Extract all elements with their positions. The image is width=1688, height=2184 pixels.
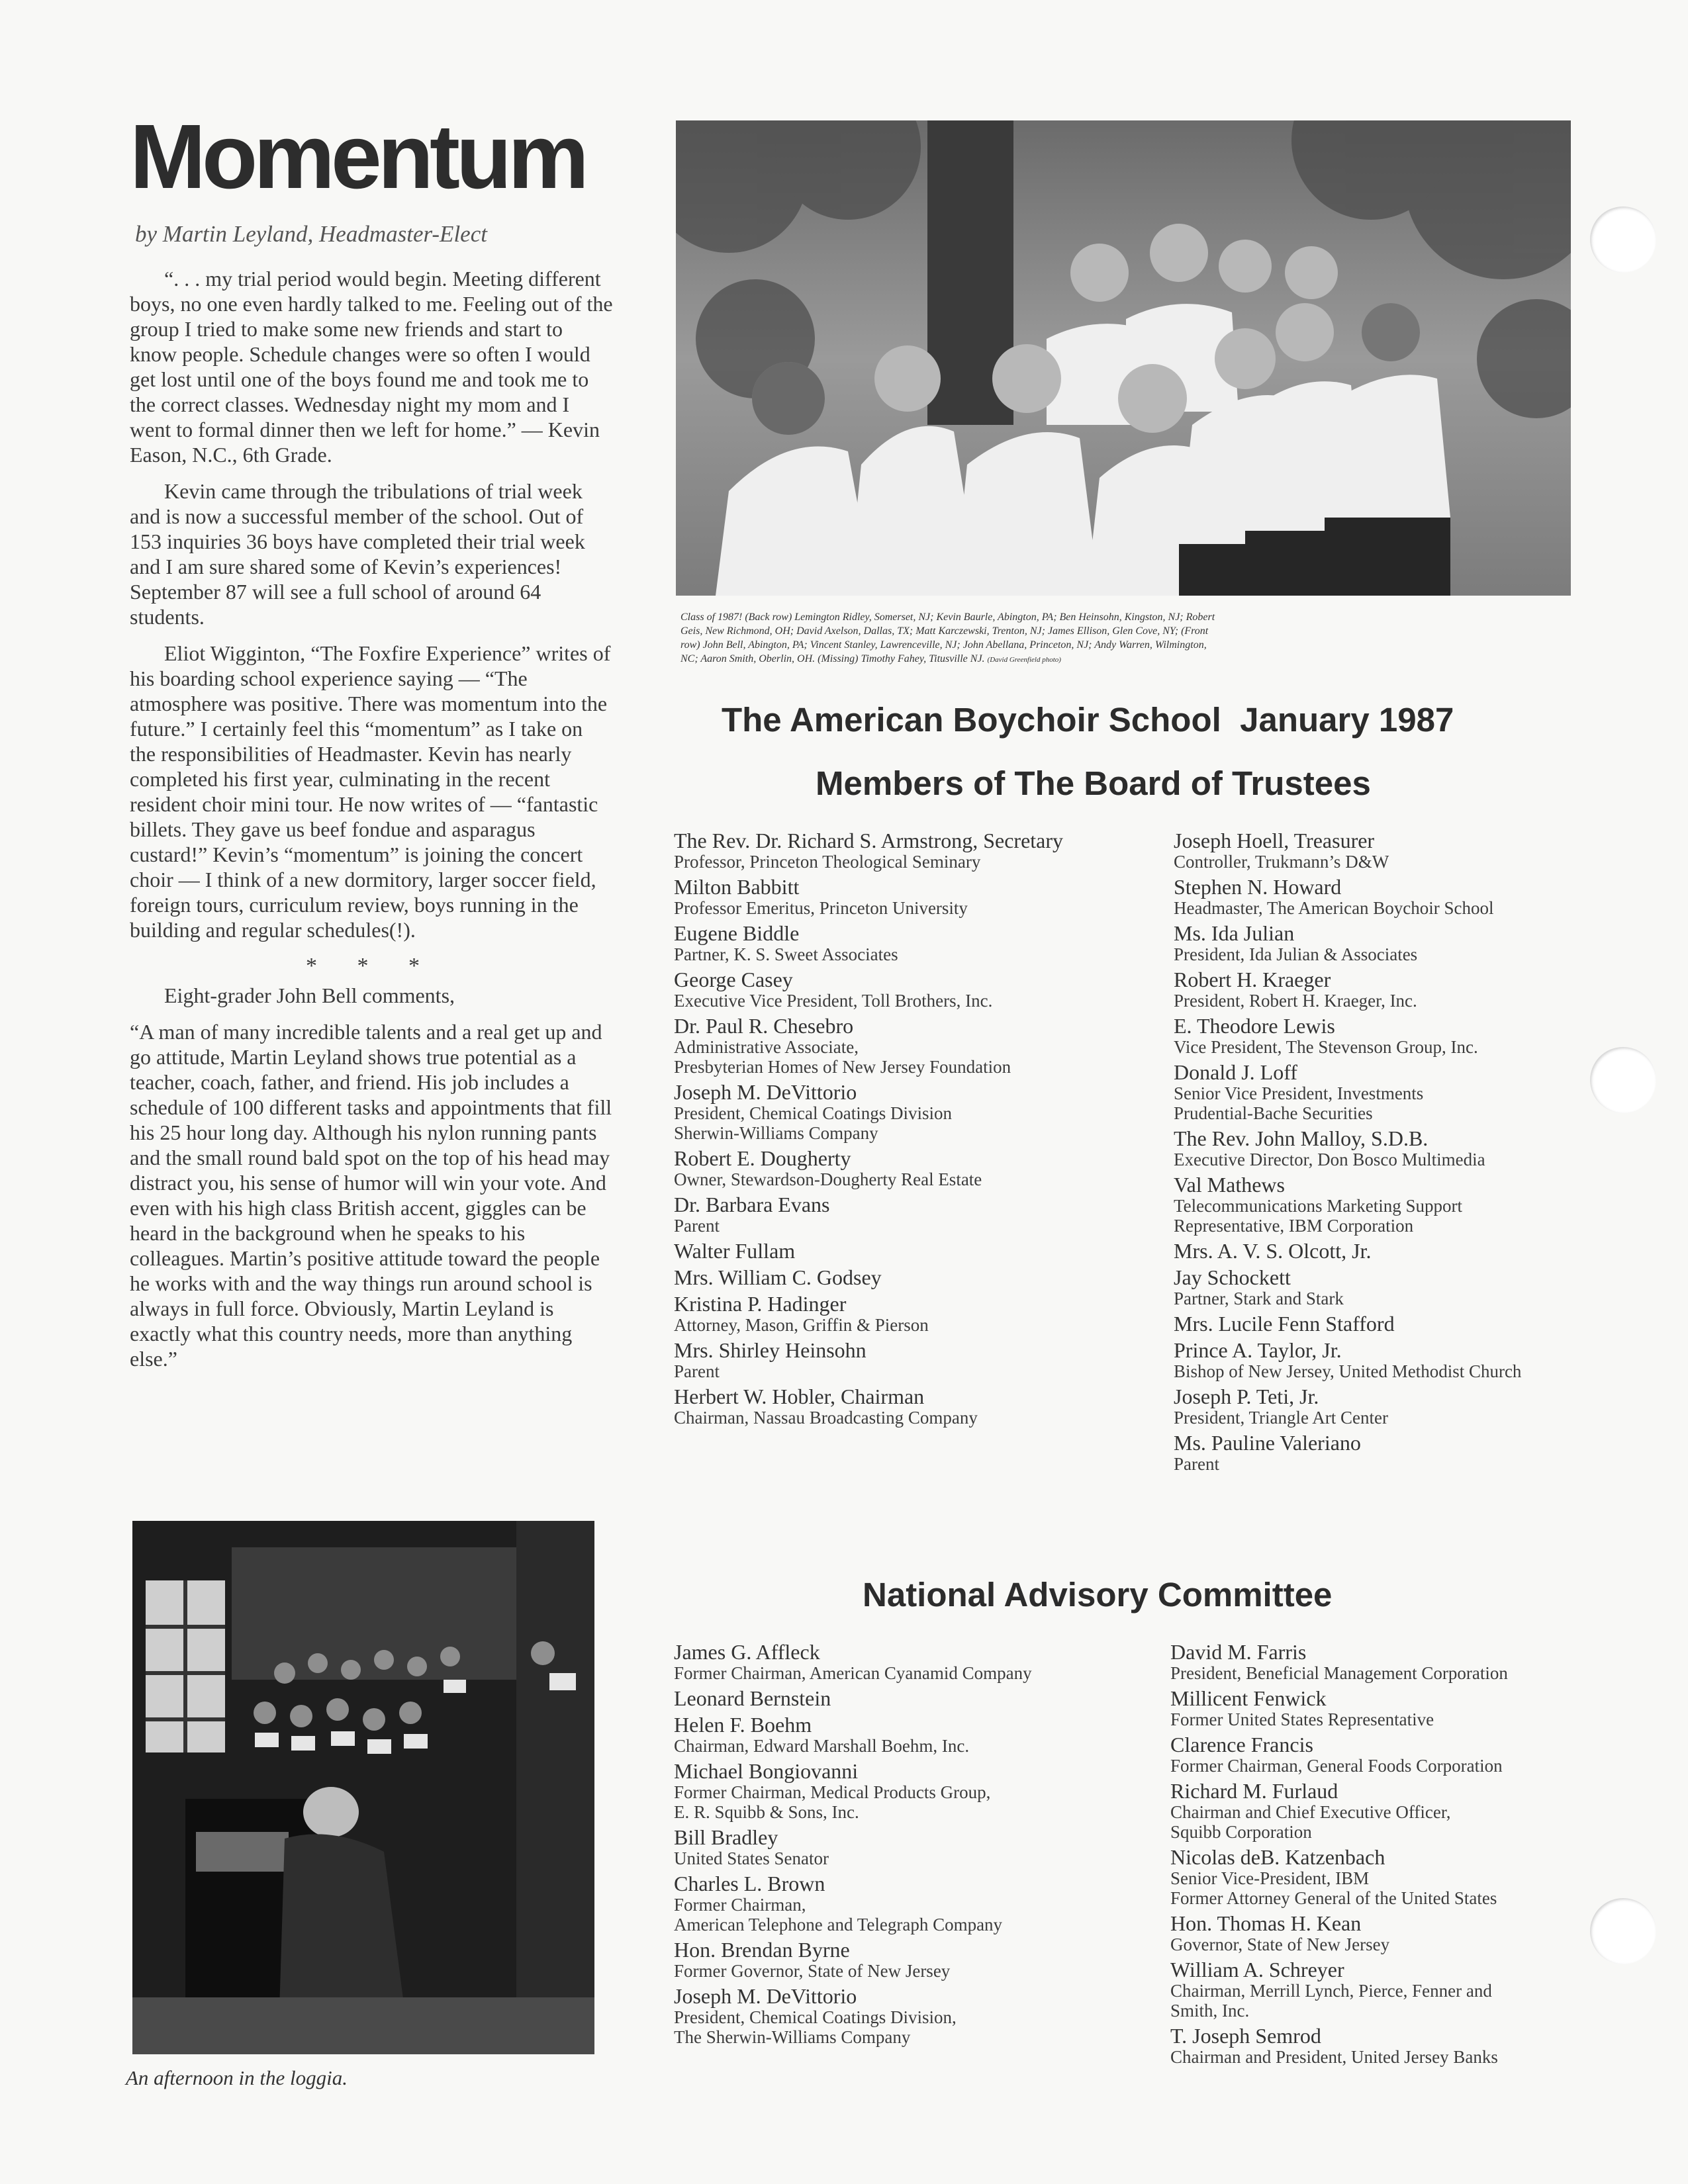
member-name: Joseph Hoell, Treasurer bbox=[1174, 829, 1375, 852]
loggia-photo-image bbox=[132, 1521, 594, 2054]
roster-entry bbox=[1174, 923, 1677, 964]
member-name: Dr. Barbara Evans bbox=[674, 1193, 830, 1216]
loggia-photo bbox=[132, 1521, 594, 2054]
article-paragraph: Kevin came through the tribulations of trial week and is now a successful member of the school. Out of 153 inquiries 36 boys have completed their trial week and I am sure shared some of Kevin’s experiences! September 87 will see a full school of around 64 students. bbox=[130, 479, 585, 629]
member-name: Bill Bradley bbox=[674, 1825, 778, 1849]
member-name: Joseph P. Teti, Jr. bbox=[1174, 1385, 1319, 1408]
roster-entry bbox=[1174, 969, 1677, 1011]
roster-entry bbox=[1170, 1641, 1673, 1683]
member-title: Former Chairman, American Cyanamid Company bbox=[674, 1663, 1032, 1683]
roster-entry bbox=[1174, 1340, 1677, 1381]
member-name: The Rev. Dr. Richard S. Armstrong, Secretary bbox=[674, 829, 1064, 852]
member-title: Professor Emeritus, Princeton University bbox=[674, 898, 968, 918]
member-title: President, Robert H. Kraeger, Inc. bbox=[1174, 991, 1417, 1011]
member-title: Professor, Princeton Theological Seminary bbox=[674, 852, 981, 872]
member-title: Senior Vice-President, IBM Former Attorney General of the United States bbox=[1170, 1868, 1497, 1908]
member-name: George Casey bbox=[674, 968, 793, 991]
member-title: President, Beneficial Management Corporation bbox=[1170, 1663, 1508, 1683]
member-name: Jay Schockett bbox=[1174, 1265, 1291, 1289]
member-title: Former Governor, State of New Jersey bbox=[674, 1961, 951, 1981]
roster-entry bbox=[674, 1015, 1164, 1077]
roster-entry bbox=[674, 1760, 1164, 1822]
member-name: Stephen N. Howard bbox=[1174, 875, 1342, 899]
class-of-1987-photo bbox=[676, 120, 1571, 596]
roster-entry bbox=[1174, 1015, 1677, 1057]
roster-entry bbox=[674, 1240, 1164, 1262]
roster-entry bbox=[1170, 1846, 1673, 1908]
member-name: Joseph M. DeVittorio bbox=[674, 1984, 857, 2008]
member-title: Executive Director, Don Bosco Multimedia bbox=[1174, 1150, 1485, 1169]
member-title: Chairman, Nassau Broadcasting Company bbox=[674, 1408, 978, 1428]
roster-entry bbox=[1174, 1432, 1677, 1474]
member-name: James G. Affleck bbox=[674, 1640, 820, 1664]
roster-entry bbox=[674, 1340, 1164, 1381]
member-name: Dr. Paul R. Chesebro bbox=[674, 1014, 854, 1038]
member-name: Richard M. Furlaud bbox=[1170, 1779, 1338, 1803]
member-title: Partner, Stark and Stark bbox=[1174, 1289, 1344, 1308]
roster-entry bbox=[674, 1641, 1164, 1683]
roster-entry bbox=[674, 1714, 1164, 1756]
member-title: Bishop of New Jersey, United Methodist Church bbox=[1174, 1361, 1522, 1381]
member-name: Milton Babbitt bbox=[674, 875, 800, 899]
member-name: T. Joseph Semrod bbox=[1170, 2024, 1321, 2048]
member-name: Hon. Thomas H. Kean bbox=[1170, 1911, 1362, 1935]
roster-entry bbox=[674, 1081, 1164, 1143]
loggia-photo-caption: An afternoon in the loggia. bbox=[126, 2066, 348, 2089]
member-title: Administrative Associate, Presbyterian Homes of New Jersey Foundation bbox=[674, 1037, 1011, 1077]
member-title: Owner, Stewardson-Dougherty Real Estate bbox=[674, 1169, 982, 1189]
roster-entry bbox=[674, 1293, 1164, 1335]
roster-entry bbox=[1170, 1688, 1673, 1729]
member-name: Clarence Francis bbox=[1170, 1733, 1313, 1756]
member-title: Partner, K. S. Sweet Associates bbox=[674, 944, 898, 964]
member-name: Kristina P. Hadinger bbox=[674, 1292, 847, 1316]
school-title: The American Boychoir School January 1987 bbox=[722, 701, 1454, 739]
roster-entry bbox=[674, 1148, 1164, 1189]
class-photo-caption-text: Class of 1987! (Back row) Lemington Ridley, Somerset, NJ; Kevin Baurle, Abington, PA; Ben Heinsohn, Kingston, NJ; Robert Geis, New Richmond, OH; David Axelson, Dallas, TX; Matt Karczewski, Trenton, NJ; James Ellison, Glen Cove, NY; (Front row) John Bell, Abington, PA; Vincent Stanley, Lawrenceville, NJ; John Abellana, Princeton, NJ; Andy Warren, Wilmington, NC; Aaron Smith, Oberlin, OH. (Missing) Timothy Fahey, Titusville NJ. bbox=[680, 612, 1215, 664]
member-title: Former United States Representative bbox=[1170, 1709, 1434, 1729]
roster-entry bbox=[674, 969, 1164, 1011]
member-title: President, Chemical Coatings Division Sherwin-Williams Company bbox=[674, 1103, 952, 1143]
roster-entry bbox=[674, 1194, 1164, 1236]
member-title: Controller, Trukmann’s D&W bbox=[1174, 852, 1389, 872]
member-title: Former Chairman, Medical Products Group, E. R. Squibb & Sons, Inc. bbox=[674, 1782, 991, 1822]
roster-entry bbox=[674, 1688, 1164, 1709]
member-name: Walter Fullam bbox=[674, 1239, 796, 1263]
roster-entry bbox=[674, 1985, 1164, 2047]
roster-entry bbox=[674, 830, 1164, 872]
member-title: Senior Vice President, Investments Prudential-Bache Securities bbox=[1174, 1083, 1424, 1123]
member-name: Michael Bongiovanni bbox=[674, 1759, 859, 1783]
article-paragraph: Eight-grader John Bell comments, bbox=[164, 983, 455, 1007]
article-paragraph: Eliot Wigginton, “The Foxfire Experience” writes of his boarding school experience saying — “The atmosphere was positive. There was momentum into the future.” I certainly feel this “momentum” as I take on the responsibilities of Headmaster. Kevin has nearly completed his first year, culminating in the recent resident choir mini tour. He now writes of — “fantastic billets. They gave us beef fondue and asparagus custard!” Kevin’s “momentum” is joining the concert choir — I think of a new dormitory, larger soccer field, foreign tours, curriculum review, boys running in the building and regular schedules(!). bbox=[130, 641, 611, 942]
member-name: Mrs. Shirley Heinsohn bbox=[674, 1338, 867, 1362]
article-title: Momentum bbox=[130, 106, 585, 208]
roster-entry bbox=[1174, 1313, 1677, 1335]
member-title: Parent bbox=[1174, 1454, 1219, 1474]
member-title: United States Senator bbox=[674, 1848, 829, 1868]
member-name: Mrs. William C. Godsey bbox=[674, 1265, 882, 1289]
advisory-list-left bbox=[674, 1641, 1164, 2052]
roster-entry bbox=[1174, 830, 1677, 872]
member-name: Ms. Ida Julian bbox=[1174, 921, 1295, 945]
member-name: Charles L. Brown bbox=[674, 1872, 825, 1895]
member-name: Donald J. Loff bbox=[1174, 1060, 1297, 1084]
roster-entry bbox=[1170, 1780, 1673, 1842]
member-name: Robert E. Dougherty bbox=[674, 1146, 851, 1170]
roster-entry bbox=[674, 923, 1164, 964]
member-name: Millicent Fenwick bbox=[1170, 1686, 1327, 1710]
member-title: President, Triangle Art Center bbox=[1174, 1408, 1388, 1428]
member-title: Parent bbox=[674, 1216, 720, 1236]
article-byline: by Martin Leyland, Headmaster-Elect bbox=[135, 221, 487, 247]
member-title: President, Ida Julian & Associates bbox=[1174, 944, 1418, 964]
roster-entry bbox=[1174, 1267, 1677, 1308]
member-name: William A. Schreyer bbox=[1170, 1958, 1344, 1981]
roster-entry bbox=[1174, 1174, 1677, 1236]
member-name: Joseph M. DeVittorio bbox=[674, 1080, 857, 1104]
member-name: David M. Farris bbox=[1170, 1640, 1307, 1664]
roster-entry bbox=[674, 1873, 1164, 1934]
roster-entry bbox=[674, 1267, 1164, 1289]
member-title: Former Chairman, General Foods Corporation bbox=[1170, 1756, 1503, 1776]
member-title: Former Chairman, American Telephone and Telegraph Company bbox=[674, 1895, 1003, 1934]
member-name: Leonard Bernstein bbox=[674, 1686, 831, 1710]
roster-entry bbox=[1174, 876, 1677, 918]
roster-entry bbox=[1174, 1386, 1677, 1428]
article-quote: “A man of many incredible talents and a real get up and go attitude, Martin Leyland shows true potential as a teacher, coach, father, and friend. His job includes a schedule of 100 different tasks and appointments that fill his 25 hour long day. Although his nylon running pants and the small round bald spot on the top of his head may distract you, his sense of humor will win your vote. And even with his high class British accent, giggles can be heard in the background when he speaks to his colleagues. Martin’s positive attitude toward the people he works with and the way things run around school is always in full force. Obviously, Martin Leyland is exactly what this country needs, more than anything else.” bbox=[130, 1020, 612, 1371]
article-paragraph: “. . . my trial period would begin. Meeting different boys, no one even hardly talked to me. Feeling out of the group I tried to make some new friends and start to know people. Schedule changes were so often I would get lost until one of the boys found me and took me to the correct classes. Wednesday night my mom and I went to formal dinner then we left for home.” — Kevin Eason, N.C., 6th Grade. bbox=[130, 267, 613, 467]
member-name: Eugene Biddle bbox=[674, 921, 800, 945]
member-title: Chairman and President, United Jersey Banks bbox=[1170, 2047, 1498, 2067]
member-title: Parent bbox=[674, 1361, 720, 1381]
roster-entry bbox=[674, 1386, 1164, 1428]
punch-hole bbox=[1590, 206, 1656, 273]
advisory-list-right bbox=[1170, 1641, 1673, 2071]
class-photo-image bbox=[676, 120, 1571, 596]
roster-entry bbox=[1174, 1128, 1677, 1169]
member-name: Helen F. Boehm bbox=[674, 1713, 812, 1737]
member-name: Ms. Pauline Valeriano bbox=[1174, 1431, 1361, 1455]
member-name: Robert H. Kraeger bbox=[1174, 968, 1331, 991]
roster-entry bbox=[1170, 2025, 1673, 2067]
member-title: Chairman, Edward Marshall Boehm, Inc. bbox=[674, 1736, 970, 1756]
member-name: Nicolas deB. Katzenbach bbox=[1170, 1845, 1385, 1869]
roster-entry bbox=[674, 1939, 1164, 1981]
section-break: * * * bbox=[306, 954, 437, 978]
roster-entry bbox=[1170, 1734, 1673, 1776]
member-name: Val Mathews bbox=[1174, 1173, 1285, 1197]
member-title: President, Chemical Coatings Division, The Sherwin-Williams Company bbox=[674, 2007, 957, 2047]
member-name: E. Theodore Lewis bbox=[1174, 1014, 1335, 1038]
class-photo-caption bbox=[680, 610, 1223, 667]
advisory-heading: National Advisory Committee bbox=[863, 1576, 1333, 1614]
member-title: Attorney, Mason, Griffin & Pierson bbox=[674, 1315, 929, 1335]
photo-credit: (David Greenfield photo) bbox=[987, 656, 1061, 664]
member-title: Chairman and Chief Executive Officer, Squibb Corporation bbox=[1170, 1802, 1451, 1842]
member-name: Herbert W. Hobler, Chairman bbox=[674, 1385, 925, 1408]
roster-entry bbox=[674, 876, 1164, 918]
trustees-heading: Members of The Board of Trustees bbox=[816, 764, 1371, 802]
roster-entry bbox=[1170, 1913, 1673, 1954]
member-title: Executive Vice President, Toll Brothers, Inc. bbox=[674, 991, 993, 1011]
member-name: Prince A. Taylor, Jr. bbox=[1174, 1338, 1342, 1362]
roster-entry bbox=[1170, 1959, 1673, 2021]
member-title: Headmaster, The American Boychoir School bbox=[1174, 898, 1494, 918]
member-name: Mrs. Lucile Fenn Stafford bbox=[1174, 1312, 1395, 1336]
member-name: Mrs. A. V. S. Olcott, Jr. bbox=[1174, 1239, 1372, 1263]
article-body bbox=[130, 266, 613, 1383]
roster-entry bbox=[674, 1827, 1164, 1868]
member-title: Governor, State of New Jersey bbox=[1170, 1934, 1390, 1954]
member-name: The Rev. John Malloy, S.D.B. bbox=[1174, 1126, 1429, 1150]
member-title: Telecommunications Marketing Support Representative, IBM Corporation bbox=[1174, 1196, 1463, 1236]
trustees-list-right bbox=[1174, 830, 1677, 1479]
member-title: Vice President, The Stevenson Group, Inc. bbox=[1174, 1037, 1478, 1057]
member-title: Chairman, Merrill Lynch, Pierce, Fenner and Smith, Inc. bbox=[1170, 1981, 1492, 2021]
trustees-list-left bbox=[674, 830, 1164, 1432]
member-name: Hon. Brendan Byrne bbox=[674, 1938, 850, 1962]
roster-entry bbox=[1174, 1062, 1677, 1123]
roster-entry bbox=[1174, 1240, 1677, 1262]
